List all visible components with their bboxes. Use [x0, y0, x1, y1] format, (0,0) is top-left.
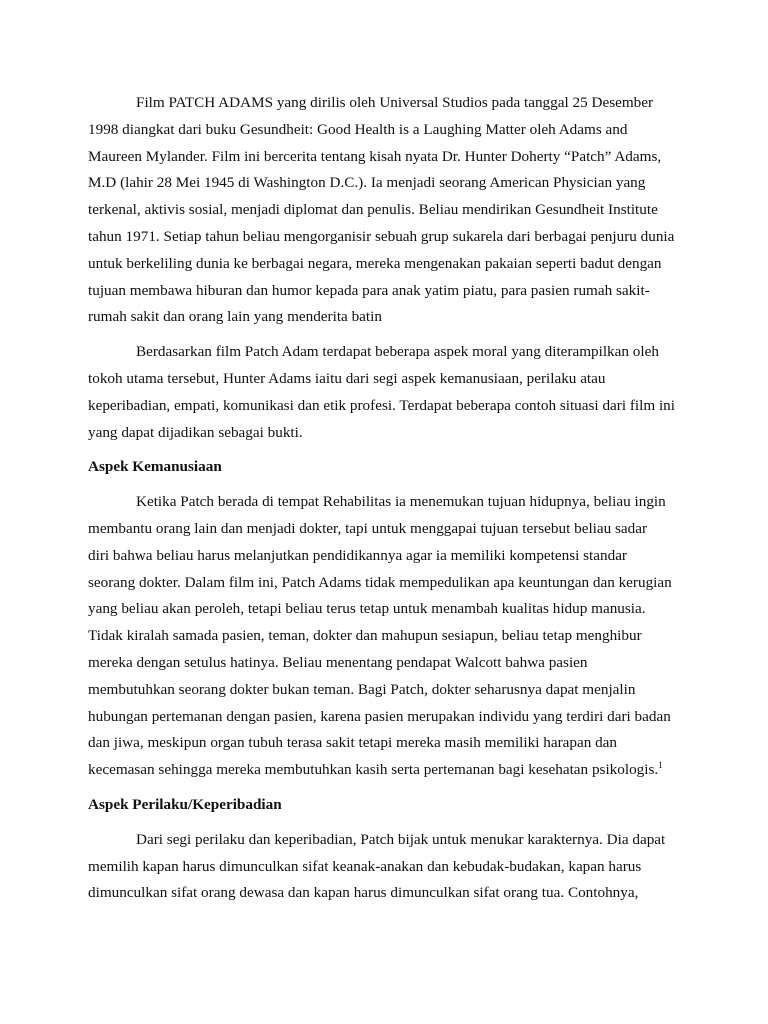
- text-line-with-footnote: [88, 757, 682, 784]
- text-line: rumah sakit dan orang lain yang menderita batin: [88, 308, 382, 326]
- text-line: Dari segi perilaku dan keperibadian, Patch bijak untuk menukar karakternya. Dia dapat: [136, 830, 666, 848]
- text-line: Maureen Mylander. Film ini bercerita tentang kisah nyata Dr. Hunter Doherty “Patch” Adams,: [88, 147, 662, 165]
- section-heading-perilaku: Aspek Perilaku/Keperibadian: [88, 795, 282, 813]
- text-line: mereka dengan setulus hatinya. Beliau menentang pendapat Walcott bahwa pasien: [88, 653, 588, 671]
- paragraph-moral-aspects: [88, 339, 682, 446]
- text-line: tokoh utama tersebut, Hunter Adams iaitu dari segi aspek kemanusiaan, perilaku atau: [88, 369, 606, 387]
- text-line: membutuhkan seorang dokter bukan teman. Bagi Patch, dokter seharusnya dapat menjalin: [88, 680, 636, 698]
- text-line: membantu orang lain dan menjadi dokter, tapi untuk menggapai tujuan tersebut beliau sadar: [88, 519, 648, 537]
- text-line: hubungan pertemanan dengan pasien, karena pasien merupakan individu yang terdiri dari badan: [88, 707, 671, 725]
- text-line: kecemasan sehingga mereka membutuhkan kasih serta pertemanan bagi kesehatan psikologis.: [88, 761, 659, 779]
- text-line: M.D (lahir 28 Mei 1945 di Washington D.C.). Ia menjadi seorang American Physician yang: [88, 174, 646, 192]
- paragraph-film-intro: [88, 90, 682, 331]
- text-line: dimunculkan sifat orang dewasa dan kapan harus dimunculkan sifat orang tua. Contohnya,: [88, 884, 639, 902]
- paragraph-perilaku: [88, 827, 682, 907]
- text-line: yang beliau akan peroleh, tetapi beliau terus tetap untuk menambah kualitas hidup manusia.: [88, 600, 646, 618]
- text-line: tahun 1971. Setiap tahun beliau mengorganisir sebuah grup sukarela dari berbagai penjuru dunia: [88, 227, 675, 245]
- text-line: 1998 diangkat dari buku Gesundheit: Good Health is a Laughing Matter oleh Adams and: [88, 120, 628, 138]
- text-line: yang dapat dijadikan sebagai bukti.: [88, 423, 303, 441]
- text-line: untuk berkeliling dunia ke berbagai negara, mereka mengenakan pakaian seperti badut dengan: [88, 254, 662, 272]
- text-line: terkenal, aktivis sosial, menjadi diplomat dan penulis. Beliau mendirikan Gesundheit Institute: [88, 201, 658, 219]
- text-line: Berdasarkan film Patch Adam terdapat beberapa aspek moral yang diterampilkan oleh: [136, 343, 659, 361]
- text-line: Tidak kiralah samada pasien, teman, dokter dan mahupun sesiapun, beliau tetap menghibur: [88, 627, 642, 645]
- text-line: seorang dokter. Dalam film ini, Patch Adams tidak mempedulikan apa keuntungan dan kerugian: [88, 573, 672, 591]
- text-line: memilih kapan harus dimunculkan sifat keanak-anakan dan kebudak-budakan, kapan harus: [88, 857, 642, 875]
- document-page: [88, 90, 682, 915]
- text-line: Film PATCH ADAMS yang dirilis oleh Universal Studios pada tanggal 25 Desember: [136, 94, 654, 111]
- text-line: tujuan membawa hiburan dan humor kepada para anak yatim piatu, para pasien rumah sakit-: [88, 281, 650, 299]
- text-line: Ketika Patch berada di tempat Rehabilitas ia menemukan tujuan hidupnya, beliau ingin: [136, 493, 666, 511]
- paragraph-kemanusiaan: [88, 489, 682, 784]
- text-line: diri bahwa beliau harus melanjutkan pendidikannya agar ia memiliki kompetensi standar: [88, 546, 627, 564]
- section-heading-kemanusiaan: Aspek Kemanusiaan: [88, 458, 222, 476]
- footnote-marker[interactable]: 1: [658, 760, 663, 771]
- text-line: keperibadian, empati, komunikasi dan etik profesi. Terdapat beberapa contoh situasi dari film ini: [88, 396, 675, 414]
- text-line: dan jiwa, meskipun organ tubuh terasa sakit tetapi mereka masih memiliki harapan dan: [88, 734, 618, 752]
